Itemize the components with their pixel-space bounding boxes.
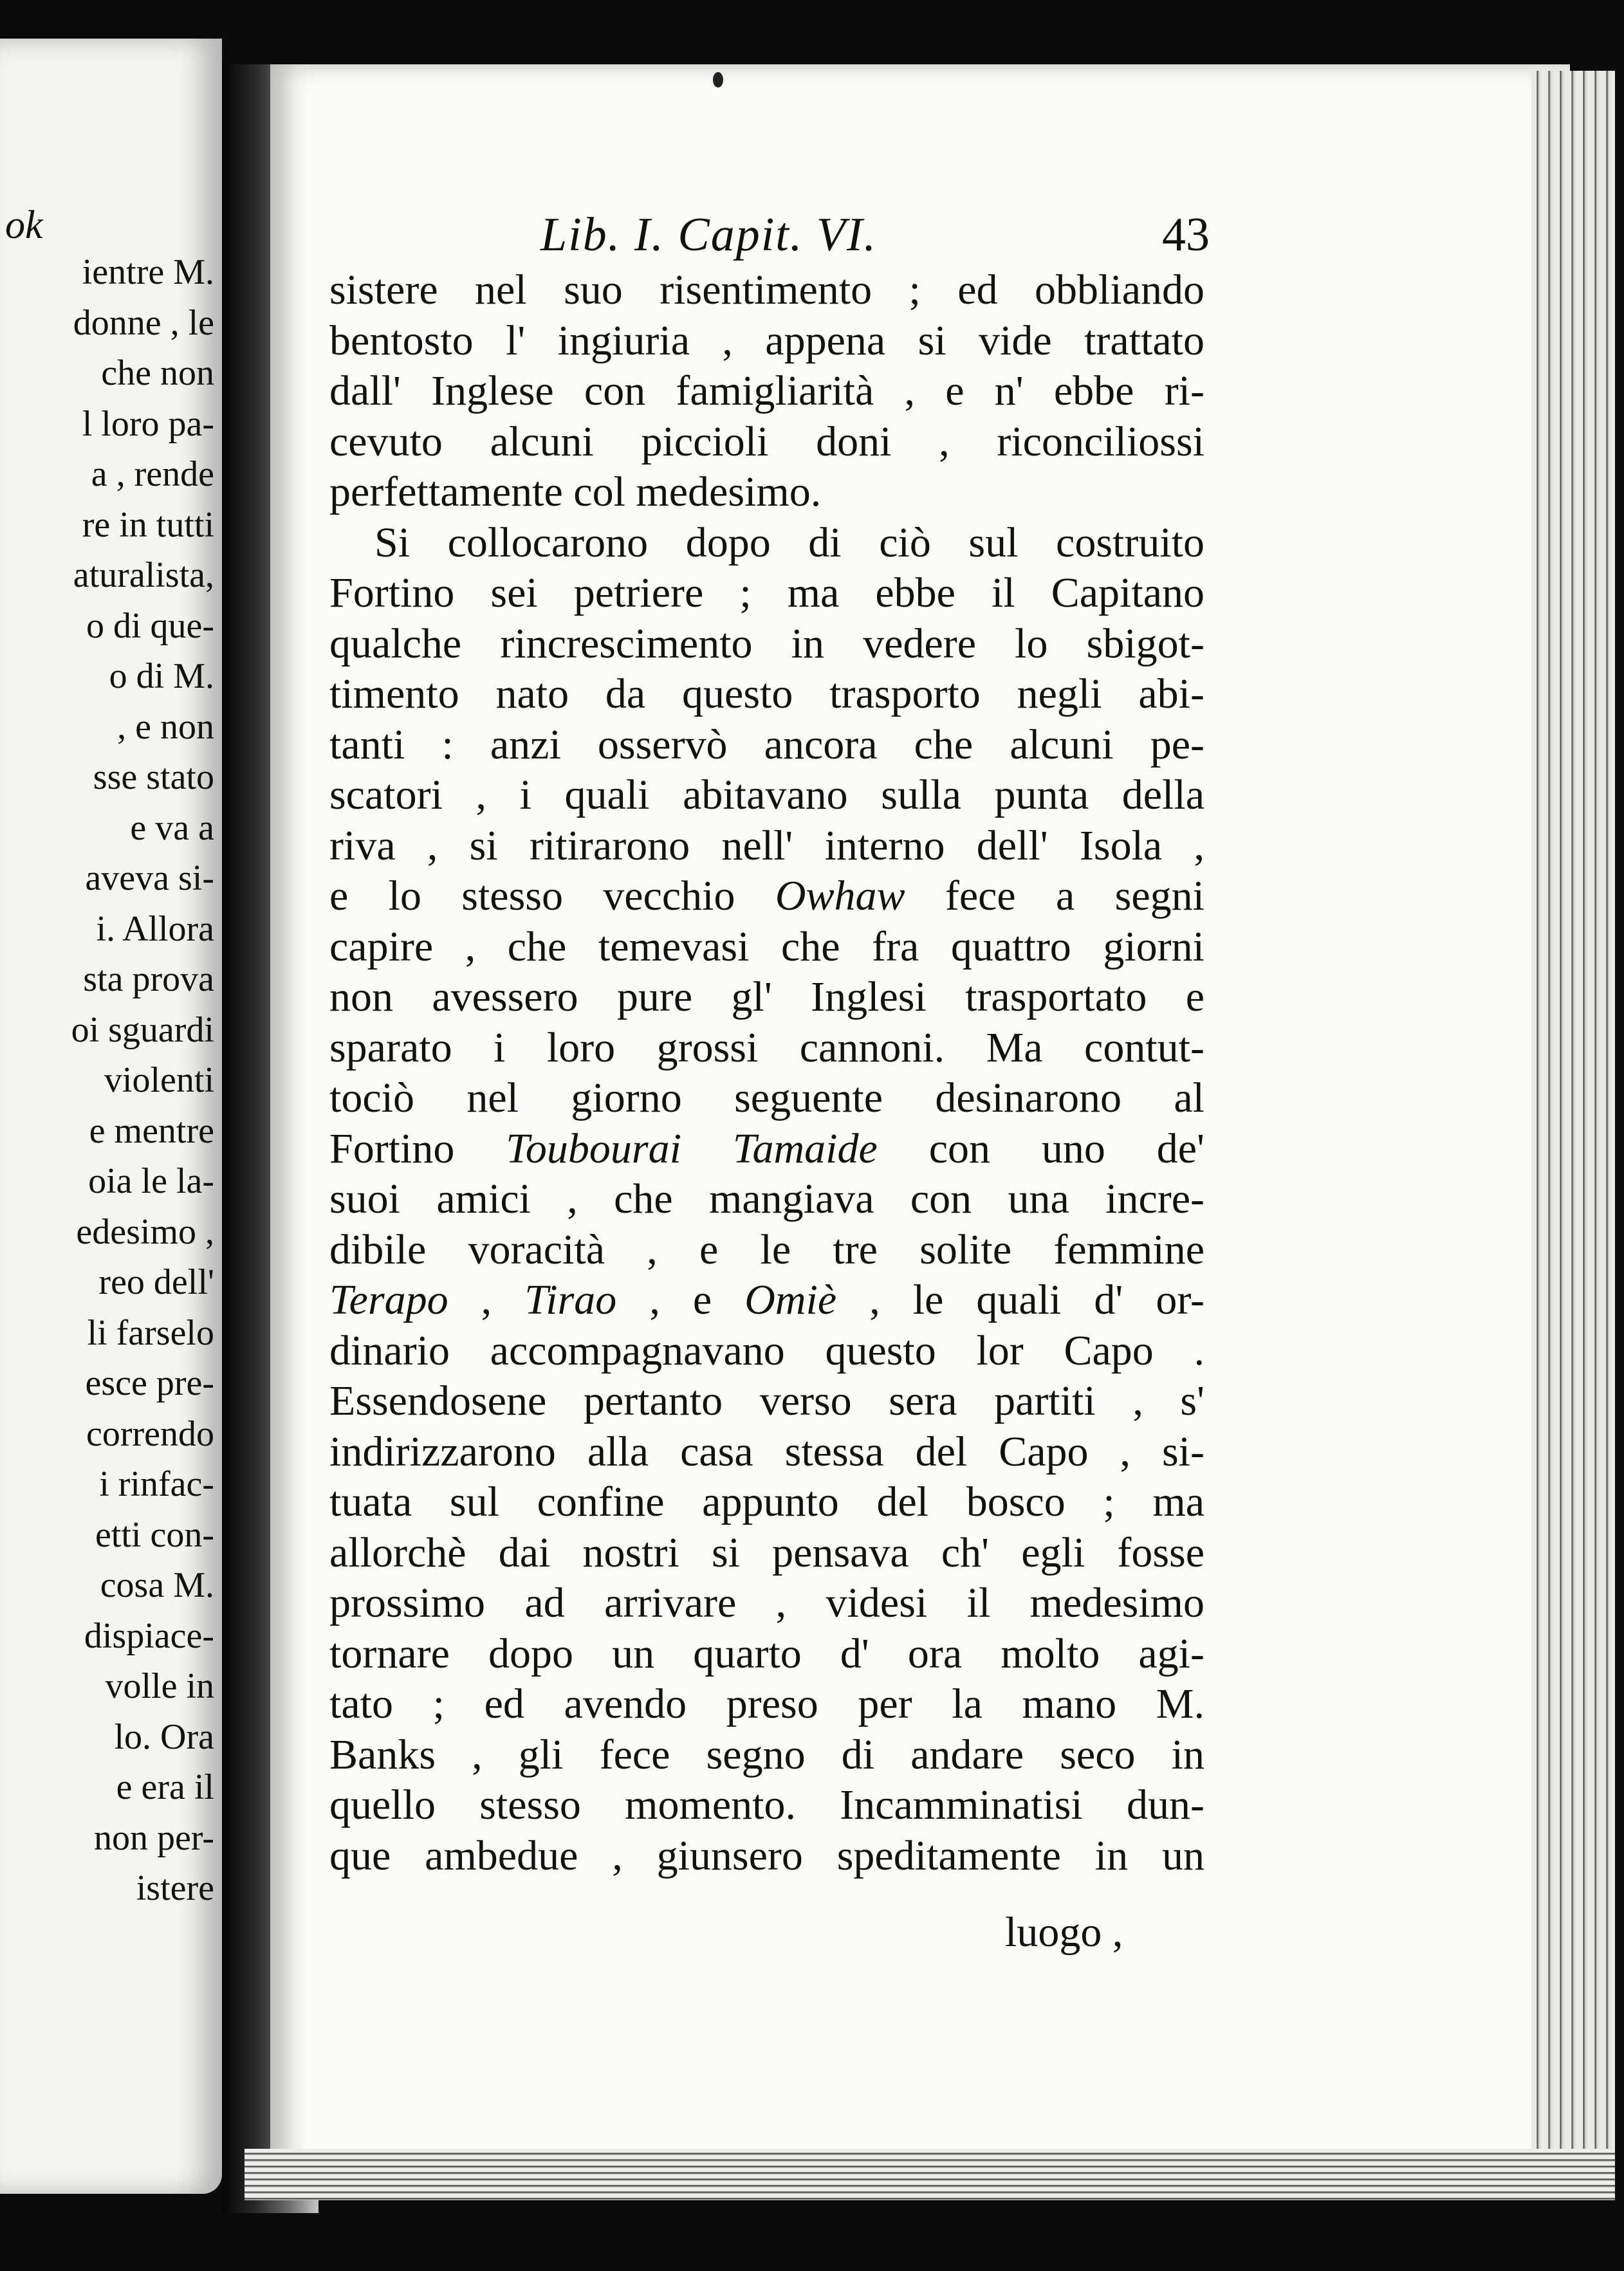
page-edge-bottom (245, 2149, 1615, 2200)
text-run: dibile voracità , e le tre solite femmine (329, 1226, 1204, 1273)
text-run: prossimo ad arrivare , videsi il medesimo (329, 1579, 1204, 1626)
text-line (329, 467, 1204, 518)
text-run: , le quali d' or- (836, 1276, 1204, 1323)
text-line (329, 518, 1204, 569)
left-page-line: o di M. (109, 656, 214, 696)
text-line (329, 1831, 1204, 1882)
left-page-line: dispiace- (84, 1615, 214, 1656)
text-run: que ambedue , giunsero speditamente in un (329, 1832, 1204, 1879)
running-head-title: Lib. I. Capit. VI. (540, 208, 878, 261)
text-run: fece a segni (905, 872, 1204, 919)
catchword: luogo , (1005, 1909, 1123, 1956)
text-line (329, 922, 1204, 973)
left-page-line: aturalista, (73, 555, 214, 595)
text-line (329, 265, 1204, 316)
left-page-line: e mentre (89, 1110, 214, 1151)
running-head (540, 206, 1210, 264)
left-page-line: re in tutti (82, 504, 214, 545)
italic-name: Terapo (329, 1276, 448, 1323)
text-run: Si collocarono dopo di ciò sul costruito (374, 519, 1204, 566)
text-run: cevuto alcuni piccioli doni , riconciliossi (329, 418, 1204, 465)
text-run: tuata sul confine appunto del bosco ; ma (329, 1478, 1204, 1525)
left-page-line: esce pre- (85, 1363, 214, 1403)
left-page-line: , e non (117, 706, 214, 747)
text-run: , e (616, 1276, 745, 1323)
left-page-line: sse stato (93, 757, 214, 797)
left-page-line: donne , le (73, 302, 214, 343)
text-line (329, 1578, 1204, 1629)
text-run: dall' Inglese con famigliarità , e n' ebbe ri- (329, 367, 1204, 414)
left-page (0, 39, 222, 2194)
left-page-line: o di que- (86, 605, 214, 646)
text-line (329, 1124, 1204, 1175)
text-run: Essendosene pertanto verso sera partiti , s' (329, 1377, 1204, 1424)
left-page-line: li farselo (87, 1312, 214, 1353)
left-page-line: sta prova (83, 959, 214, 999)
text-line (329, 316, 1204, 367)
text-run: bentosto l' ingiuria , appena si vide trattato (329, 317, 1204, 364)
text-line (329, 1427, 1204, 1478)
text-line (329, 1275, 1204, 1326)
text-line (329, 669, 1204, 720)
left-page-line: cosa M. (100, 1565, 214, 1605)
body-text (329, 265, 1204, 1881)
left-page-line: volle in (105, 1666, 214, 1706)
left-page-line: ientre M. (82, 252, 214, 292)
text-line (329, 871, 1204, 922)
text-run: capire , che temevasi che fra quattro giorni (329, 923, 1204, 970)
text-line (329, 720, 1204, 771)
text-run: tanti : anzi osservò ancora che alcuni pe- (329, 721, 1204, 768)
text-line (329, 568, 1204, 619)
text-line (329, 366, 1204, 417)
left-page-line: i rinfac- (99, 1464, 214, 1504)
left-page-line: l loro pa- (82, 403, 214, 444)
text-run: Fortino sei petriere ; ma ebbe il Capitano (329, 569, 1204, 616)
text-run: non avessero pure gl' Inglesi trasportato e (329, 973, 1204, 1020)
text-line (329, 972, 1204, 1023)
text-run: riva , si ritirarono nell' interno dell' Isola , (329, 822, 1204, 869)
text-line (329, 619, 1204, 670)
left-page-line: etti con- (95, 1514, 214, 1555)
text-line (329, 1477, 1204, 1528)
text-line (329, 417, 1204, 468)
left-page-line: i. Allora (96, 908, 214, 949)
text-line (329, 1629, 1204, 1680)
text-run: Fortino (329, 1125, 506, 1172)
text-run: timento nato da questo trasporto negli abi- (329, 670, 1204, 717)
text-line (329, 1174, 1204, 1225)
text-run: allorchè dai nostri si pensava ch' egli fosse (329, 1529, 1204, 1576)
italic-name: Omiè (744, 1276, 837, 1323)
text-line (329, 1730, 1204, 1781)
text-run: suoi amici , che mangiava con una incre- (329, 1175, 1204, 1222)
text-run: tato ; ed avendo preso per la mano M. (329, 1680, 1204, 1727)
text-line (329, 821, 1204, 872)
text-line (329, 770, 1204, 821)
text-run: sistere nel suo risentimento ; ed obbliando (329, 266, 1204, 313)
left-page-line: che non (101, 353, 214, 393)
left-page-line: violenti (104, 1060, 214, 1100)
left-page-line: oi sguardi (71, 1009, 214, 1050)
italic-name: Owhaw (775, 872, 905, 919)
text-line (329, 1023, 1204, 1074)
left-page-line: a , rende (91, 454, 214, 494)
text-line (329, 1376, 1204, 1427)
text-run: tornare dopo un quarto d' ora molto agi- (329, 1630, 1204, 1677)
left-page-line: non per- (93, 1817, 214, 1858)
text-run: sparato i loro grossi cannoni. Ma contut- (329, 1024, 1204, 1071)
text-run: , (448, 1276, 525, 1323)
text-run: con uno de' (877, 1125, 1204, 1172)
left-page-line: reo dell' (98, 1262, 214, 1302)
left-page-line: aveva si- (85, 858, 214, 898)
text-run: qualche rincrescimento in vedere lo sbigot- (329, 620, 1204, 667)
text-line (329, 1225, 1204, 1276)
left-page-line: e era il (116, 1767, 214, 1807)
left-page-header-fragment: ok (5, 203, 43, 247)
text-run: quello stesso momento. Incamminatisi dun- (329, 1781, 1204, 1828)
text-run: Banks , gli fece segno di andare seco in (329, 1731, 1204, 1778)
italic-name: Tirao (524, 1276, 617, 1323)
text-run: perfettamente col medesimo. (329, 468, 822, 515)
text-line (329, 1780, 1204, 1831)
text-run: e lo stesso vecchio (329, 872, 775, 919)
page-number: 43 (1162, 208, 1210, 261)
text-line (329, 1073, 1204, 1124)
text-line (329, 1679, 1204, 1730)
left-page-line: edesimo , (76, 1211, 214, 1252)
ink-dot (713, 72, 723, 87)
page-edge-right (1531, 71, 1615, 2194)
left-page-line: istere (136, 1868, 214, 1908)
text-run: tociò nel giorno seguente desinarono al (329, 1074, 1204, 1121)
text-line (329, 1326, 1204, 1377)
left-page-line: lo. Ora (114, 1716, 214, 1757)
text-run: indirizzarono alla casa stessa del Capo , si- (329, 1428, 1204, 1475)
left-page-line: oia le la- (88, 1161, 214, 1201)
left-page-line: e va a (130, 807, 214, 848)
italic-name: Toubourai Tamaide (506, 1125, 878, 1172)
text-run: dinario accompagnavano questo lor Capo . (329, 1327, 1204, 1374)
text-line (329, 1528, 1204, 1579)
left-page-line: correndo (86, 1413, 214, 1454)
text-run: scatori , i quali abitavano sulla punta della (329, 771, 1204, 818)
